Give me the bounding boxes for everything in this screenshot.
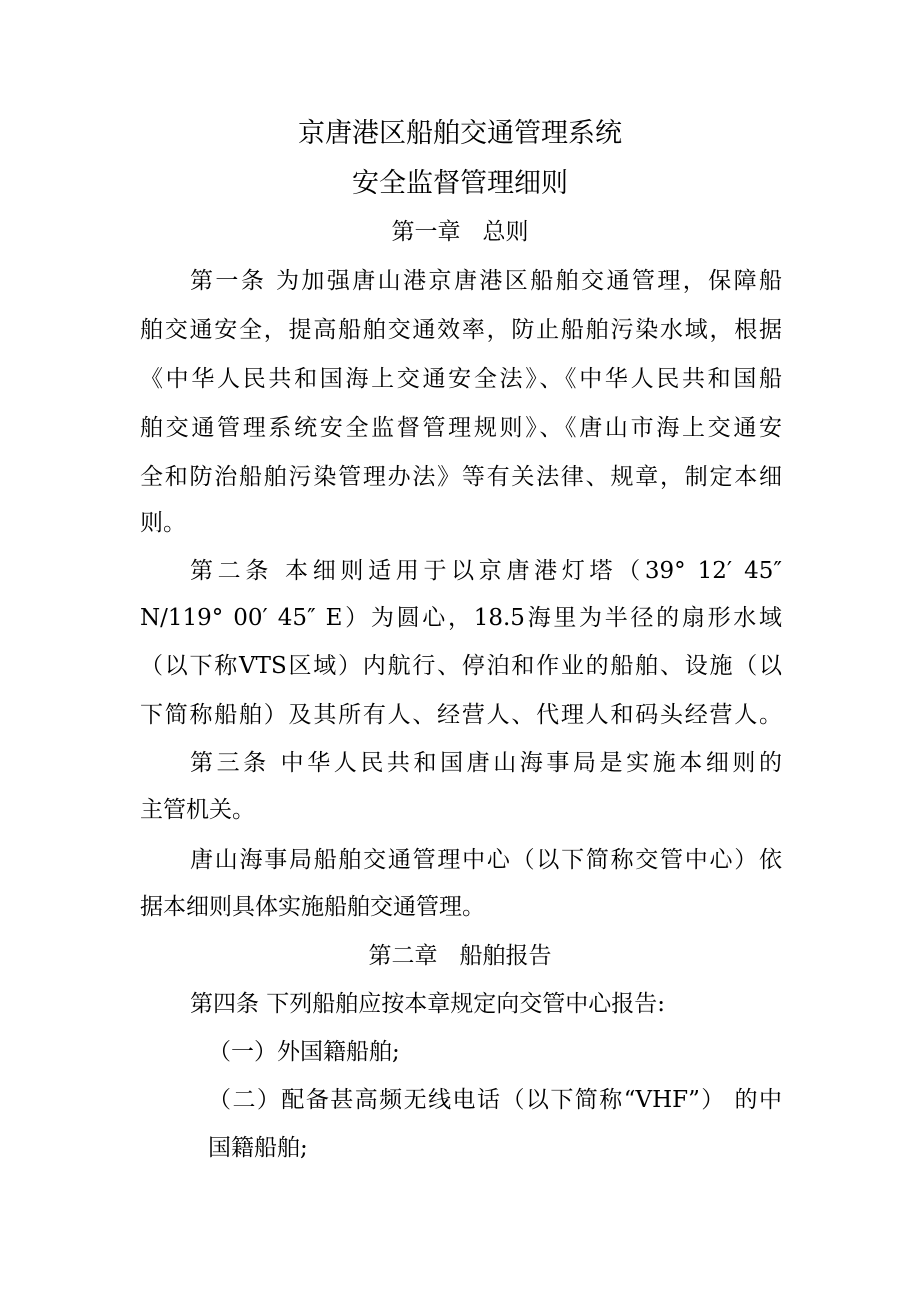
article-2-line: （以下称VTS区域）内航行、停泊和作业的船舶、设施（以 <box>140 653 782 679</box>
article-4-item: （二）配备甚高频无线电话（以下简称“VHF”） 的中 <box>208 1087 782 1113</box>
article-3-line: 主管机关。 <box>140 797 255 823</box>
article-1-line: 舶交通安全，提高船舶交通效率，防止船舶污染水域，根据 <box>140 317 782 343</box>
article-3-line: 第三条 中华人民共和国唐山海事局是实施本细则的 <box>190 750 782 776</box>
article-2-line: 第二条 本细则适用于以京唐港灯塔（39° 12′ 45″ <box>190 558 782 584</box>
article-2-line: N/119° 00′ 45″ E）为圆心，18.5海里为半径的扇形水域 <box>140 605 782 631</box>
article-4-item: （一）外国籍船舶; <box>208 1039 400 1065</box>
article-3-paragraph-2-line: 唐山海事局船舶交通管理中心（以下简称交管中心）依 <box>190 847 782 873</box>
article-2-line: 下简称船舶）及其所有人、经营人、代理人和码头经营人。 <box>140 702 782 728</box>
article-1-line: 舶交通管理系统安全监督管理规则》、《唐山市海上交通安 <box>140 415 782 441</box>
article-1-line: 《中华人民共和国海上交通安全法》、《中华人民共和国船 <box>140 366 782 392</box>
chapter-1-heading: 第一章 总则 <box>391 219 529 245</box>
chapter-2-heading: 第二章 船舶报告 <box>368 943 552 969</box>
article-1-line: 第一条 为加强唐山港京唐港区船舶交通管理，保障船 <box>190 268 782 294</box>
article-1-line: 则。 <box>140 510 186 536</box>
article-4-item-continuation: 国籍船舶; <box>208 1135 308 1161</box>
article-4-line: 第四条 下列船舶应按本章规定向交管中心报告: <box>190 991 666 1017</box>
document-title-line-2: 安全监督管理细则 <box>352 168 568 199</box>
article-1-line: 全和防治船舶污染管理办法》等有关法律、规章，制定本细 <box>140 464 782 490</box>
document-title-line-1: 京唐港区船舶交通管理系统 <box>298 118 622 149</box>
article-3-paragraph-2-line: 据本细则具体实施船舶交通管理。 <box>140 894 485 920</box>
